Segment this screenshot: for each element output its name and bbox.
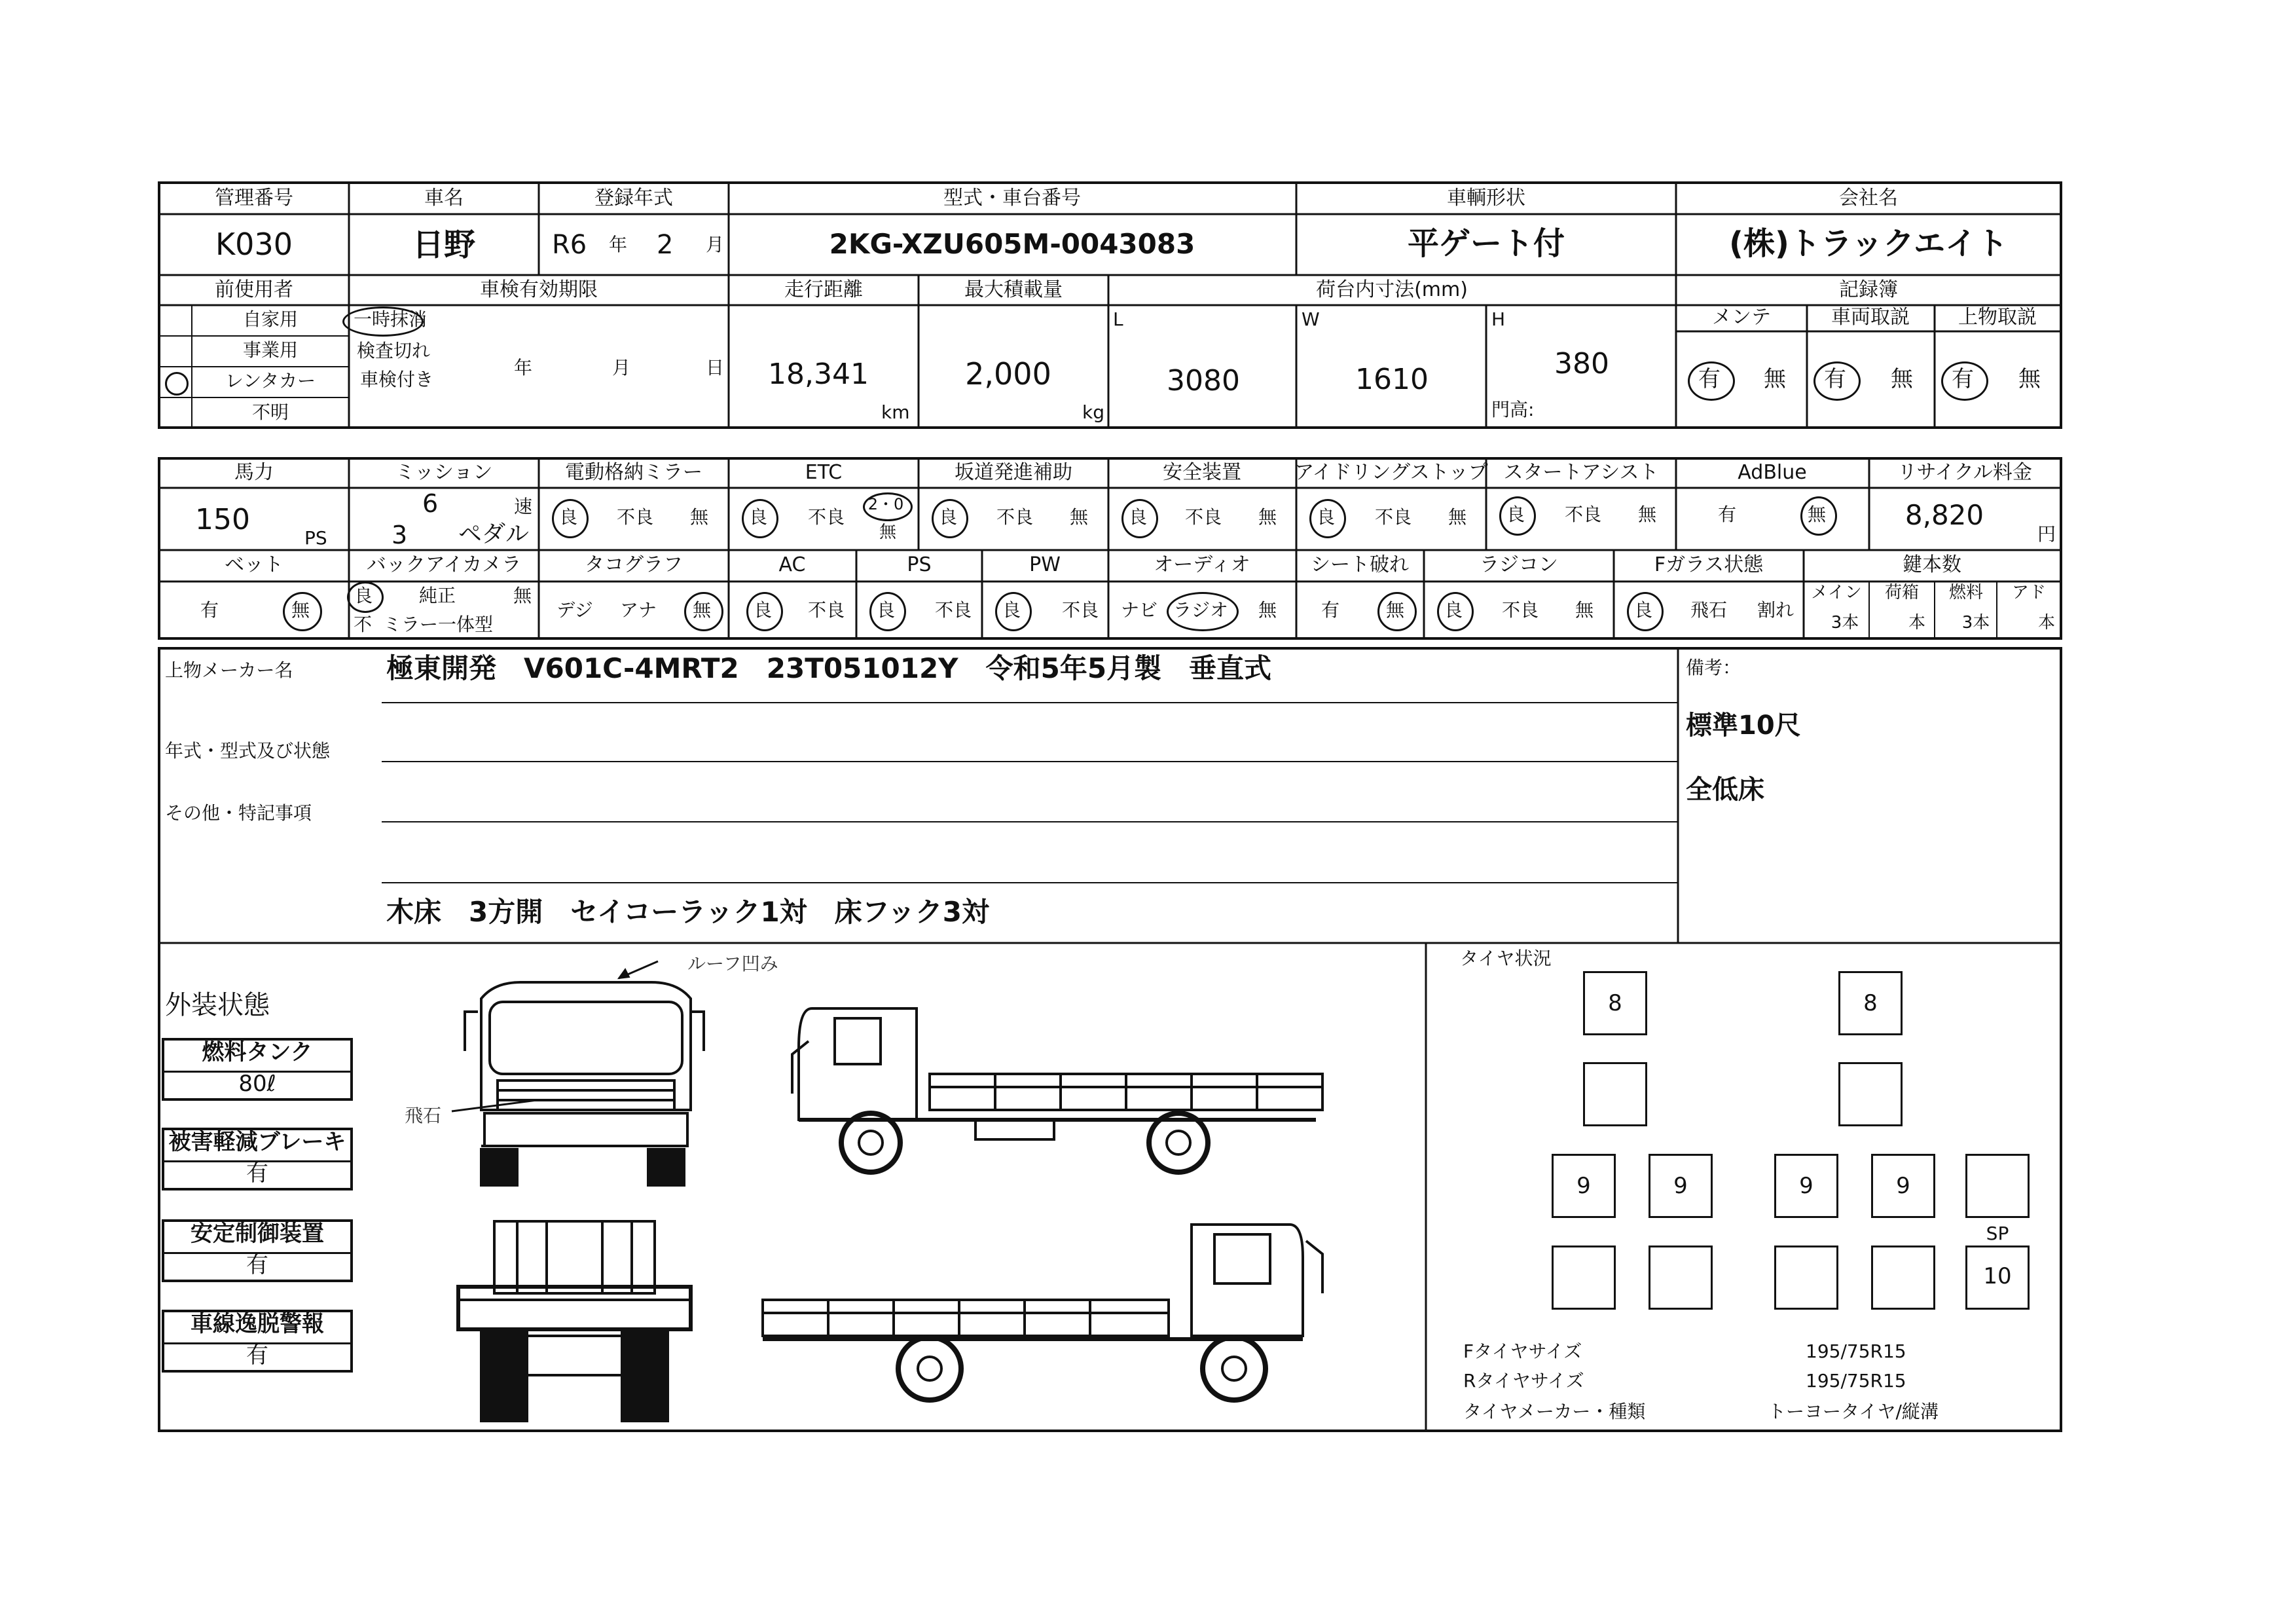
audio-radio: ラジオ xyxy=(1173,599,1229,621)
f-tire-size-value: 195/75R15 xyxy=(1806,1340,1906,1362)
tire-rear-2-value: 9 xyxy=(1673,1173,1688,1199)
toroku-nen-label: 年 xyxy=(609,234,628,255)
r-tire-size-value: 195/75R15 xyxy=(1806,1370,1906,1392)
r3-header-6: 安全装置 xyxy=(1163,461,1241,484)
r3-header-2: ミッション xyxy=(395,461,493,484)
tire-rear-inner-4-box xyxy=(1871,1246,1935,1310)
r4-header-4: AC xyxy=(778,553,806,576)
header-nidai: 荷台内寸法(mm) xyxy=(1316,278,1468,301)
fuel-tank-value: 80ℓ xyxy=(238,1071,276,1097)
tire-maker-label: タイヤメーカー・種類 xyxy=(1463,1401,1646,1422)
header-zenshiyo: 前使用者 xyxy=(215,278,293,301)
f-tire-size-label: Fタイヤサイズ xyxy=(1463,1340,1582,1362)
record-1-no: 無 xyxy=(1764,366,1786,392)
etc-mu: 無 xyxy=(879,523,897,542)
taco-mu: 無 xyxy=(692,599,712,621)
key-value-4: 本 xyxy=(2037,613,2056,633)
tire-rear-inner-2-box xyxy=(1649,1246,1713,1310)
tire-inner-right-box xyxy=(1838,1062,1903,1126)
shaken-nen: 年 xyxy=(514,357,533,378)
slope-ryo: 良 xyxy=(938,506,958,528)
radicon-ryo: 良 xyxy=(1444,599,1463,621)
shaken-item-3: 車検付き xyxy=(360,369,434,390)
truck-side-view-right-icon xyxy=(763,1225,1322,1400)
toroku-month: 2 xyxy=(657,230,674,260)
tire-sp-value: 10 xyxy=(1983,1263,2012,1289)
glass-ware: 割れ xyxy=(1757,599,1795,621)
payload-value: 2,000 xyxy=(965,356,1051,392)
keijo-value: 平ゲート付 xyxy=(1407,225,1565,262)
biko-line-1: 標準10尺 xyxy=(1686,710,1801,741)
radicon-furyo: 不良 xyxy=(1501,599,1539,621)
header-kanri: 管理番号 xyxy=(215,187,293,210)
r4-header-10: Fガラス状態 xyxy=(1654,553,1764,576)
ac-furyo: 不良 xyxy=(807,599,845,621)
slope-mu: 無 xyxy=(1069,506,1089,528)
mirror-furyo: 不良 xyxy=(616,506,654,528)
r4-header-7: オーディオ xyxy=(1154,553,1250,576)
record-header-2: 車両取説 xyxy=(1831,306,1910,329)
key-header-2: 荷箱 xyxy=(1884,583,1920,602)
toroku-era: R6 xyxy=(552,230,587,260)
bed-mu: 無 xyxy=(291,599,310,621)
ps-ryo: 良 xyxy=(876,599,896,621)
tire-rear-1-value: 9 xyxy=(1576,1173,1591,1199)
key-value-2: 本 xyxy=(1908,613,1926,633)
assist-ryo: 良 xyxy=(1506,504,1525,525)
safety-ryo: 良 xyxy=(1128,506,1148,528)
camera-mu: 無 xyxy=(513,585,532,606)
taco-ana: アナ xyxy=(619,599,657,621)
kaisha-value: (株)トラックエイト xyxy=(1729,225,2008,262)
dim-l-label: L xyxy=(1113,308,1123,330)
audio-mu: 無 xyxy=(1258,599,1277,621)
etc-ver: 2・0 xyxy=(867,495,904,513)
idling-ryo: 良 xyxy=(1316,506,1336,528)
hiseki-note: 飛石 xyxy=(405,1105,442,1126)
fuel-tank-label: 燃料タンク xyxy=(202,1039,313,1065)
key-value-3: 3本 xyxy=(1961,613,1990,633)
label-year: 年式・型式及び状態 xyxy=(165,740,331,762)
r4-header-1: ベット xyxy=(225,553,283,576)
header-soko: 走行距離 xyxy=(784,278,863,301)
dim-h-value: 380 xyxy=(1554,347,1609,380)
record-header-1: メンテ xyxy=(1712,306,1771,329)
biko-label: 備考： xyxy=(1686,657,1741,678)
tire-inner-left-box xyxy=(1583,1062,1647,1126)
assist-mu: 無 xyxy=(1637,504,1657,525)
camera-mirror: ミラー一体型 xyxy=(383,614,494,635)
audio-navi: ナビ xyxy=(1120,599,1158,621)
key-header-3: 燃料 xyxy=(1948,583,1984,602)
exterior-title: 外装状態 xyxy=(165,990,270,1020)
header-toroku: 登録年式 xyxy=(594,187,673,210)
shaken-item-1: 一時抹消 xyxy=(354,308,428,330)
idling-furyo: 不良 xyxy=(1374,506,1412,528)
etc-furyo: 不良 xyxy=(807,506,845,528)
mirror-mu: 無 xyxy=(689,506,709,528)
ac-ryo: 良 xyxy=(753,599,773,621)
radicon-mu: 無 xyxy=(1575,599,1594,621)
note-value: 木床 3方開 セイコーラック1対 床フック3対 xyxy=(386,896,989,928)
header-shaken: 車検有効期限 xyxy=(480,278,598,301)
header-kirokubo: 記録簿 xyxy=(1839,278,1898,301)
r3-header-8: スタートアシスト xyxy=(1503,461,1659,484)
mission-soku: 速 xyxy=(514,496,533,517)
shamei-value: 日野 xyxy=(412,227,476,263)
r3-header-4: ETC xyxy=(805,461,843,484)
record-header-3: 上物取説 xyxy=(1958,306,2037,329)
dim-w-label: W xyxy=(1302,308,1320,330)
mirror-ryo: 良 xyxy=(558,506,578,528)
shaken-item-2: 検査切れ xyxy=(357,340,431,361)
key-header-1: メイン xyxy=(1811,583,1862,602)
etc-ryo: 良 xyxy=(748,506,768,528)
tire-sp-label: SP xyxy=(1986,1223,2009,1244)
slope-furyo: 不良 xyxy=(996,506,1034,528)
header-shamei: 車名 xyxy=(424,187,464,210)
camera-junsei: 純正 xyxy=(418,585,456,606)
r3-header-5: 坂道発進補助 xyxy=(955,461,1072,484)
payload-unit: kg xyxy=(1082,401,1104,423)
r4-header-11: 鍵本数 xyxy=(1903,553,1961,576)
shaken-tsuki: 月 xyxy=(612,357,631,378)
recycle-unit: 円 xyxy=(2037,523,2056,545)
ps-furyo: 不良 xyxy=(934,599,972,621)
header-katashiki: 型式・車台番号 xyxy=(943,187,1081,210)
pw-ryo: 良 xyxy=(1002,599,1021,621)
r3-header-10: リサイクル料金 xyxy=(1897,461,2032,484)
prev-user-option-4: 不明 xyxy=(251,401,289,423)
hp-value: 150 xyxy=(195,503,250,536)
tire-title: タイヤ状況 xyxy=(1460,948,1552,969)
dim-mon-label: 門高: xyxy=(1491,399,1535,420)
key-value-1: 3本 xyxy=(1831,613,1859,633)
stability-label: 安定制御装置 xyxy=(191,1221,324,1247)
seat-yu: 有 xyxy=(1321,599,1340,621)
r-tire-size-label: Rタイヤサイズ xyxy=(1463,1370,1584,1392)
tire-rear-3-value: 9 xyxy=(1799,1173,1813,1199)
safety-mu: 無 xyxy=(1258,506,1277,528)
record-2-no: 無 xyxy=(1891,366,1913,392)
pw-furyo: 不良 xyxy=(1061,599,1099,621)
mission-pedal: 3 xyxy=(392,521,408,549)
glass-ryo: 良 xyxy=(1633,599,1653,621)
bed-yu: 有 xyxy=(200,599,219,621)
r4-header-2: バックアイカメラ xyxy=(366,553,522,576)
tire-front-left-value: 8 xyxy=(1608,990,1622,1016)
stability-value: 有 xyxy=(246,1252,268,1278)
r4-header-6: PW xyxy=(1029,553,1061,576)
roof-dent-note: ルーフ凹み xyxy=(687,953,778,974)
mission-speed: 6 xyxy=(422,489,439,518)
dim-l-value: 3080 xyxy=(1167,364,1240,397)
adblue-mu: 無 xyxy=(1807,504,1827,525)
mission-pedal-label: ペダル xyxy=(458,521,530,547)
hp-unit: PS xyxy=(304,527,327,549)
label-maker: 上物メーカー名 xyxy=(165,659,293,681)
brake-label: 被害軽減ブレーキ xyxy=(168,1129,346,1155)
camera-ryo: 良 xyxy=(354,585,373,606)
katashiki-value: 2KG-XZU605M-0043083 xyxy=(829,228,1195,260)
shaken-hi: 日 xyxy=(706,357,725,378)
prev-user-option-2: 事業用 xyxy=(242,339,299,361)
label-other: その他・特記事項 xyxy=(165,802,312,824)
prev-user-option-3: レンタカー xyxy=(225,370,316,392)
taco-digi: デジ xyxy=(556,599,593,621)
truck-rear-view-icon xyxy=(458,1221,691,1421)
biko-line-2: 全低床 xyxy=(1686,775,1764,805)
header-kaisha: 会社名 xyxy=(1839,187,1898,210)
record-1-yes: 有 xyxy=(1698,366,1721,392)
kanri-value: K030 xyxy=(215,227,293,262)
header-saidai: 最大積載量 xyxy=(964,278,1063,301)
record-3-no: 無 xyxy=(2018,366,2041,392)
tire-maker-value: トーヨータイヤ/縦溝 xyxy=(1768,1401,1939,1422)
record-3-yes: 有 xyxy=(1952,366,1974,392)
brake-value: 有 xyxy=(246,1160,268,1187)
idling-mu: 無 xyxy=(1448,506,1467,528)
r4-header-9: ラジコン xyxy=(1480,553,1558,576)
tire-rear-4-value: 9 xyxy=(1896,1173,1910,1199)
header-keijo: 車輌形状 xyxy=(1447,187,1525,210)
r4-header-3: タコグラフ xyxy=(585,553,683,576)
tire-front-right-value: 8 xyxy=(1863,990,1878,1016)
tire-extra-box xyxy=(1965,1154,2030,1218)
record-2-yes: 有 xyxy=(1824,366,1846,392)
dim-w-value: 1610 xyxy=(1355,363,1429,396)
tire-rear-inner-1-box xyxy=(1552,1246,1616,1310)
seat-mu: 無 xyxy=(1385,599,1405,621)
r3-header-1: 馬力 xyxy=(234,461,274,484)
mileage-unit: km xyxy=(881,401,910,423)
assist-furyo: 不良 xyxy=(1564,504,1602,525)
truck-side-view-left-icon xyxy=(792,1008,1322,1172)
prev-user-option-1: 自家用 xyxy=(242,308,299,330)
dim-h-label: H xyxy=(1491,308,1506,330)
lane-warning-value: 有 xyxy=(246,1342,268,1369)
toroku-getsu-label: 月 xyxy=(706,234,725,255)
r3-header-3: 電動格納ミラー xyxy=(565,461,702,484)
adblue-yu: 有 xyxy=(1717,504,1737,525)
r3-header-9: AdBlue xyxy=(1738,461,1807,484)
tire-rear-inner-3-box xyxy=(1774,1246,1838,1310)
camera-fu: 不 xyxy=(354,614,373,635)
glass-hiseki: 飛石 xyxy=(1690,599,1728,621)
key-header-4: アド xyxy=(2011,583,2047,602)
safety-furyo: 不良 xyxy=(1184,506,1222,528)
recycle-value: 8,820 xyxy=(1904,499,1984,531)
truck-front-view-icon xyxy=(465,982,704,1185)
mileage-value: 18,341 xyxy=(768,358,869,391)
r4-header-8: シート破れ xyxy=(1311,553,1409,576)
r4-header-5: PS xyxy=(907,553,932,576)
lane-warning-label: 車線逸脱警報 xyxy=(191,1311,324,1337)
r3-header-7: アイドリングストップ xyxy=(1294,461,1488,484)
maker-value: 極東開発 V601C-4MRT2 23T051012Y 令和5年5月製 垂直式 xyxy=(386,652,1272,684)
